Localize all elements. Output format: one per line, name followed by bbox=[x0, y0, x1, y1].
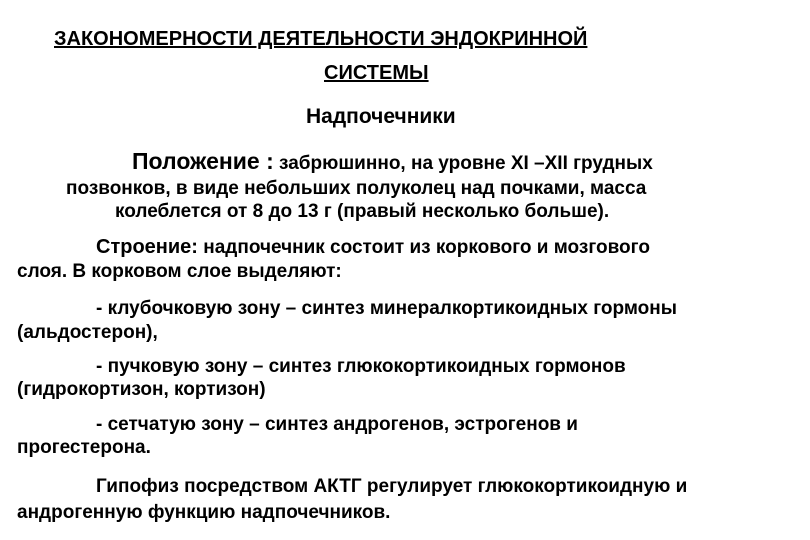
zone-3-line-1: - сетчатую зону – синтез андрогенов, эстрогенов и bbox=[96, 414, 578, 435]
zone-1-line-2: (альдостерон), bbox=[17, 322, 158, 343]
structure-text-1: надпочечник состоит из коркового и мозгового bbox=[203, 237, 650, 258]
zone-2-line-2: (гидрокортизон, кортизон) bbox=[17, 379, 266, 400]
position-text-2: позвонков, в виде небольших полуколец над почками, масса bbox=[66, 178, 647, 199]
conclusion-line-1: Гипофиз посредством АКТГ регулирует глюкокортикоидную и bbox=[96, 476, 688, 497]
title-line-2: СИСТЕМЫ bbox=[324, 62, 429, 84]
zone-1-line-1: - клубочковую зону – синтез минералкортикоидных гормоны bbox=[96, 298, 677, 319]
zone-2-line-1: - пучковую зону – синтез глюкокортикоидных гормонов bbox=[96, 356, 626, 377]
structure-text-2: слоя. В корковом слое выделяют: bbox=[17, 261, 342, 282]
subtitle: Надпочечники bbox=[306, 105, 456, 128]
zone-3-line-2: прогестерона. bbox=[17, 437, 151, 458]
structure-label: Строение: bbox=[96, 236, 198, 258]
structure-paragraph-line-1 bbox=[96, 236, 650, 259]
position-paragraph-line-1 bbox=[132, 150, 653, 175]
position-text-3: колеблется от 8 до 13 г (правый несколько больше). bbox=[115, 201, 610, 222]
title-line-1: ЗАКОНОМЕРНОСТИ ДЕЯТЕЛЬНОСТИ ЭНДОКРИННОЙ bbox=[54, 28, 588, 50]
position-text-1: забрюшинно, на уровне XI –XII грудных bbox=[279, 153, 653, 174]
conclusion-line-2: андрогенную функцию надпочечников. bbox=[17, 502, 391, 523]
position-label: Положение : bbox=[132, 148, 274, 174]
